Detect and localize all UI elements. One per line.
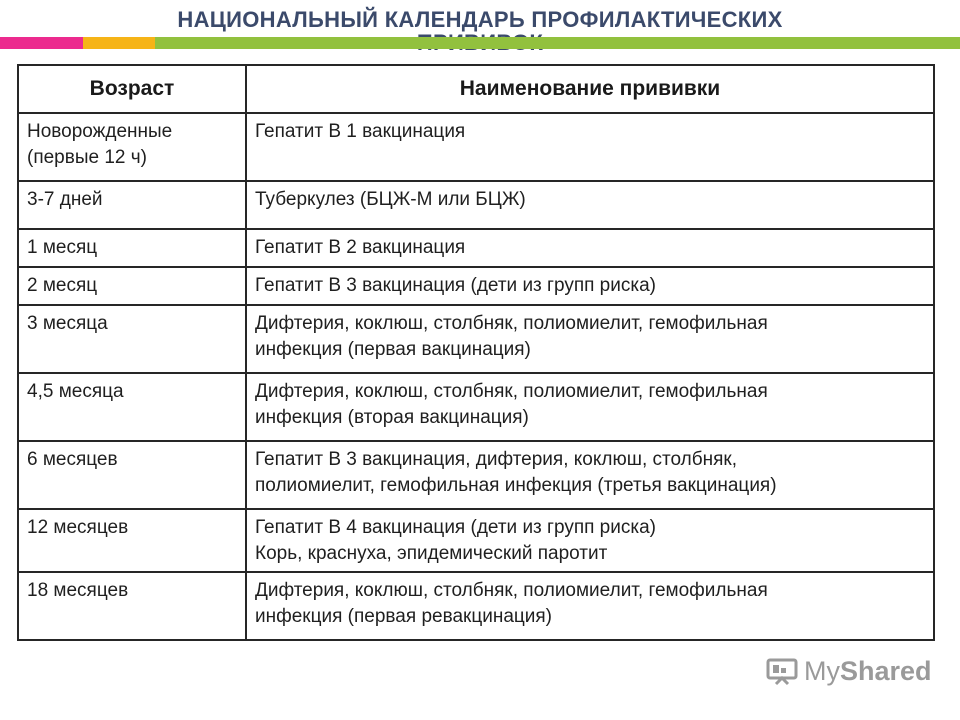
watermark-text-shared: Shared <box>840 656 932 686</box>
vaccine-cell <box>246 373 934 441</box>
age-line: Новорожденные <box>27 121 173 142</box>
vaccine-cell <box>246 229 934 267</box>
age-cell <box>18 373 246 441</box>
table-row <box>18 113 934 181</box>
vaccine-cell <box>246 181 934 229</box>
age-cell <box>18 267 246 305</box>
vaccine-line: Гепатит В 1 вакцинация <box>255 121 466 142</box>
table-row <box>18 441 934 509</box>
age-cell <box>18 113 246 181</box>
vaccine-cell <box>246 305 934 373</box>
projector-icon <box>766 657 798 687</box>
age-cell <box>18 572 246 640</box>
age-cell <box>18 509 246 572</box>
header-age: Возраст <box>18 65 246 113</box>
age-line: (первые 12 ч) <box>27 147 147 168</box>
table-header-row <box>18 65 934 113</box>
vaccine-line: Дифтерия, коклюш, столбняк, полиомиелит, гемофильная <box>255 580 768 601</box>
age-line: 2 месяц <box>27 275 98 296</box>
age-cell <box>18 305 246 373</box>
accent-stripe-pink <box>0 37 83 49</box>
accent-stripe-green <box>155 37 960 49</box>
vaccine-line: Гепатит В 3 вакцинация (дети из групп риска) <box>255 275 656 296</box>
table-row <box>18 305 934 373</box>
age-cell <box>18 229 246 267</box>
accent-stripe-yellow <box>83 37 155 49</box>
age-line: 18 месяцев <box>27 580 129 601</box>
table-row <box>18 509 934 572</box>
age-cell <box>18 441 246 509</box>
vaccine-line: Гепатит В 4 вакцинация (дети из групп риска) <box>255 517 656 538</box>
vaccine-line: Туберкулез (БЦЖ-М или БЦЖ) <box>255 189 526 210</box>
page-title <box>0 7 960 59</box>
vaccine-line: инфекция (вторая вакцинация) <box>255 407 529 428</box>
vaccine-line: инфекция (первая вакцинация) <box>255 339 531 360</box>
vaccination-calendar-table <box>17 64 935 641</box>
vaccine-line: Гепатит В 3 вакцинация, дифтерия, коклюш, столбняк, <box>255 449 738 470</box>
age-line: 12 месяцев <box>27 517 129 538</box>
age-line: 3 месяца <box>27 313 108 334</box>
table-row <box>18 572 934 640</box>
vaccine-line: полиомиелит, гемофильная инфекция (третья вакцинация) <box>255 475 777 496</box>
vaccine-line: Гепатит В 2 вакцинация <box>255 237 466 258</box>
vaccine-line: Корь, краснуха, эпидемический паротит <box>255 543 608 564</box>
table-row <box>18 229 934 267</box>
table-row <box>18 373 934 441</box>
myshared-watermark <box>766 656 932 687</box>
watermark-text-my: My <box>804 656 840 686</box>
vaccine-cell <box>246 267 934 305</box>
age-cell <box>18 181 246 229</box>
vaccine-cell <box>246 572 934 640</box>
vaccine-cell <box>246 113 934 181</box>
age-line: 3-7 дней <box>27 189 103 210</box>
table-body <box>18 113 934 640</box>
header-vaccine: Наименование прививки <box>246 65 934 113</box>
age-line: 4,5 месяца <box>27 381 124 402</box>
age-line: 6 месяцев <box>27 449 118 470</box>
vaccine-cell <box>246 441 934 509</box>
table-row <box>18 181 934 229</box>
age-line: 1 месяц <box>27 237 98 258</box>
table-row <box>18 267 934 305</box>
vaccine-cell <box>246 509 934 572</box>
vaccine-line: Дифтерия, коклюш, столбняк, полиомиелит, гемофильная <box>255 313 768 334</box>
vaccine-line: Дифтерия, коклюш, столбняк, полиомиелит, гемофильная <box>255 381 768 402</box>
title-line-1: НАЦИОНАЛЬНЫЙ КАЛЕНДАРЬ ПРОФИЛАКТИЧЕСКИХ <box>177 7 783 32</box>
vaccine-line: инфекция (первая ревакцинация) <box>255 606 553 627</box>
